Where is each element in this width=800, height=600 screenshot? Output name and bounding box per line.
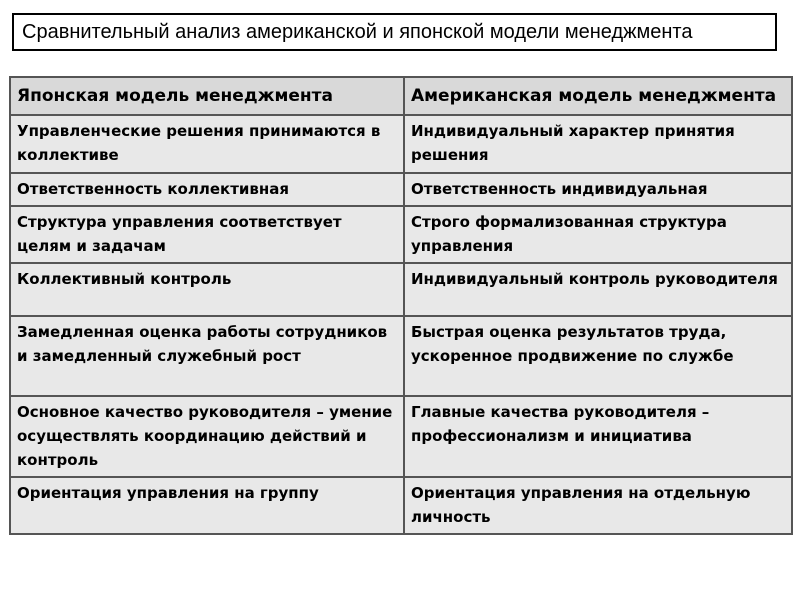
table-row bbox=[10, 115, 792, 173]
cell-japanese: Структура управления соответствует целям и задачам bbox=[10, 206, 404, 263]
cell-japanese: Управленческие решения принимаются в коллективе bbox=[10, 115, 404, 173]
cell-japanese: Ориентация управления на группу bbox=[10, 477, 404, 534]
cell-japanese: Основное качество руководителя – умение осуществлять координацию действий и контроль bbox=[10, 396, 404, 477]
cell-japanese: Замедленная оценка работы сотрудников и замедленный служебный рост bbox=[10, 316, 404, 396]
table-row bbox=[10, 396, 792, 477]
table-row bbox=[10, 263, 792, 316]
header-japanese-model: Японская модель менеджмента bbox=[10, 77, 404, 115]
table-row bbox=[10, 173, 792, 206]
slide-title: Сравнительный анализ американской и японской модели менеджмента bbox=[12, 13, 777, 51]
comparison-table bbox=[9, 76, 793, 535]
cell-american: Ориентация управления на отдельную личность bbox=[404, 477, 792, 534]
cell-american: Главные качества руководителя – профессионализм и инициатива bbox=[404, 396, 792, 477]
cell-american: Индивидуальный характер принятия решения bbox=[404, 115, 792, 173]
table-header-row bbox=[10, 77, 792, 115]
table-row bbox=[10, 477, 792, 534]
cell-american: Ответственность индивидуальная bbox=[404, 173, 792, 206]
cell-american: Строго формализованная структура управления bbox=[404, 206, 792, 263]
table-row bbox=[10, 316, 792, 396]
cell-american: Быстрая оценка результатов труда, ускоренное продвижение по службе bbox=[404, 316, 792, 396]
table-row bbox=[10, 206, 792, 263]
cell-japanese: Коллективный контроль bbox=[10, 263, 404, 316]
cell-japanese: Ответственность коллективная bbox=[10, 173, 404, 206]
header-american-model: Американская модель менеджмента bbox=[404, 77, 792, 115]
cell-american: Индивидуальный контроль руководителя bbox=[404, 263, 792, 316]
